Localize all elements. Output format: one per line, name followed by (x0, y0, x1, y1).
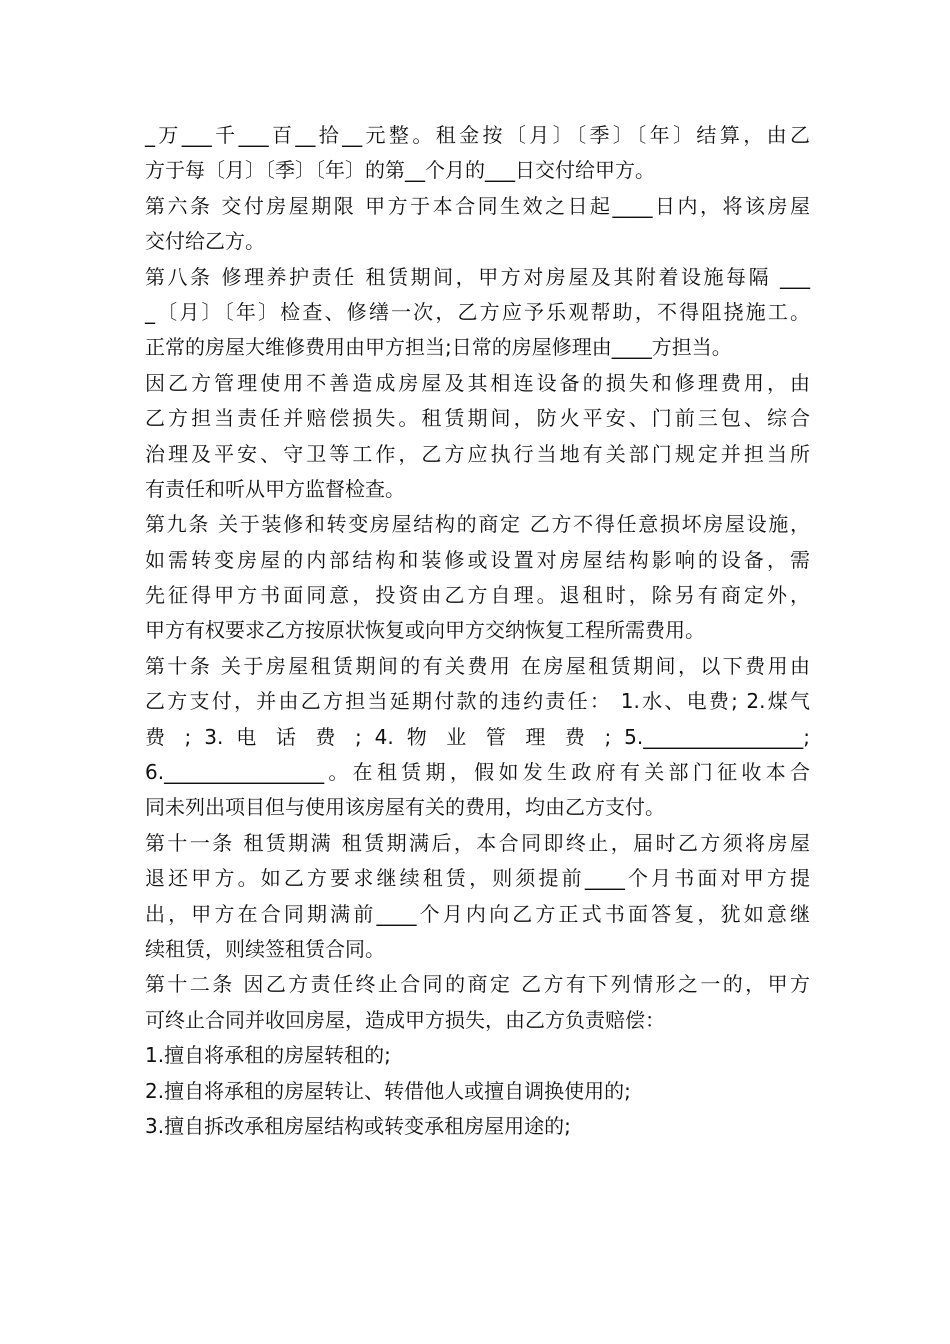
text-line-10: 治理及平安、守卫等工作，乙方应执行当地有关部门规定并担当所 (145, 441, 810, 466)
text-line-19: 6.________________。在租赁期，假如发生政府有关部门征收本合 (145, 760, 810, 785)
text-line-16: 第十条 关于房屋租赁期间的有关费用 在房屋租赁期间，以下费用由 (145, 653, 810, 678)
text-line-27: 1.擅自将承租的房屋转租的; (145, 1043, 391, 1068)
text-line-6: _〔月〕〔年〕检查、修缮一次，乙方应予乐观帮助，不得阻挠施工。 (145, 299, 810, 324)
text-line-26: 可终止合同并收回房屋，造成甲方损失，由乙方负责赔偿： (145, 1007, 665, 1032)
text-line-1: _万___千___百__拾__元整。租金按〔月〕〔季〕〔年〕结算，由乙 (145, 123, 810, 147)
text-line-29: 3.擅自拆改承租房屋结构或转变承租房屋用途的; (145, 1113, 571, 1138)
text-line-2: 方于每〔月〕〔季〕〔年〕的第__个月的___日交付给甲方。 (145, 158, 655, 183)
text-line-24: 续租赁，则续签租赁合同。 (145, 936, 385, 961)
text-line-23: 出，甲方在合同期满前____个月内向乙方正式书面答复，犹如意继 (145, 901, 810, 926)
text-line-20: 同未列出项目但与使用该房屋有关的费用，均由乙方支付。 (145, 795, 665, 820)
text-line-28: 2.擅自将承租的房屋转让、转借他人或擅自调换使用的; (145, 1078, 631, 1103)
text-line-18: 费 ; 3. 电 话 费 ; 4. 物 业 管 理 费 ; 5.________________; (145, 724, 810, 749)
text-line-3: 第六条 交付房屋期限 甲方于本合同生效之日起____日内，将该房屋 (145, 193, 810, 218)
text-line-4: 交付给乙方。 (145, 229, 265, 254)
text-line-12: 第九条 关于装修和转变房屋结构的商定 乙方不得任意损坏房屋设施， (145, 512, 810, 537)
text-line-8: 因乙方管理使用不善造成房屋及其相连设备的损失和修理费用，由 (145, 370, 810, 395)
text-line-15: 甲方有权要求乙方按原状恢复或向甲方交纳恢复工程所需费用。 (145, 618, 705, 643)
text-line-9: 乙方担当责任并赔偿损失。租赁期间，防火平安、门前三包、综合 (145, 406, 810, 431)
text-line-25: 第十二条 因乙方责任终止合同的商定 乙方有下列情形之一的，甲方 (145, 972, 810, 997)
text-line-14: 先征得甲方书面同意，投资由乙方自理。退租时，除另有商定外， (145, 583, 810, 608)
text-line-11: 有责任和听从甲方监督检查。 (145, 476, 405, 501)
text-line-5: 第八条 修理养护责任 租赁期间，甲方对房屋及其附着设施每隔 ___ (145, 264, 810, 289)
text-line-17: 乙方支付，并由乙方担当延期付款的违约责任： 1.水、电费; 2.煤气 (145, 689, 810, 714)
text-line-21: 第十一条 租赁期满 租赁期满后，本合同即终止，届时乙方须将房屋 (145, 830, 810, 855)
text-line-13: 如需转变房屋的内部结构和装修或设置对房屋结构影响的设备，需 (145, 547, 810, 572)
text-line-22: 退还甲方。如乙方要求继续租赁，则须提前____个月书面对甲方提 (145, 866, 810, 891)
text-line-7: 正常的房屋大维修费用由甲方担当;日常的房屋修理由____方担当。 (145, 335, 732, 360)
document-body (145, 118, 810, 1144)
